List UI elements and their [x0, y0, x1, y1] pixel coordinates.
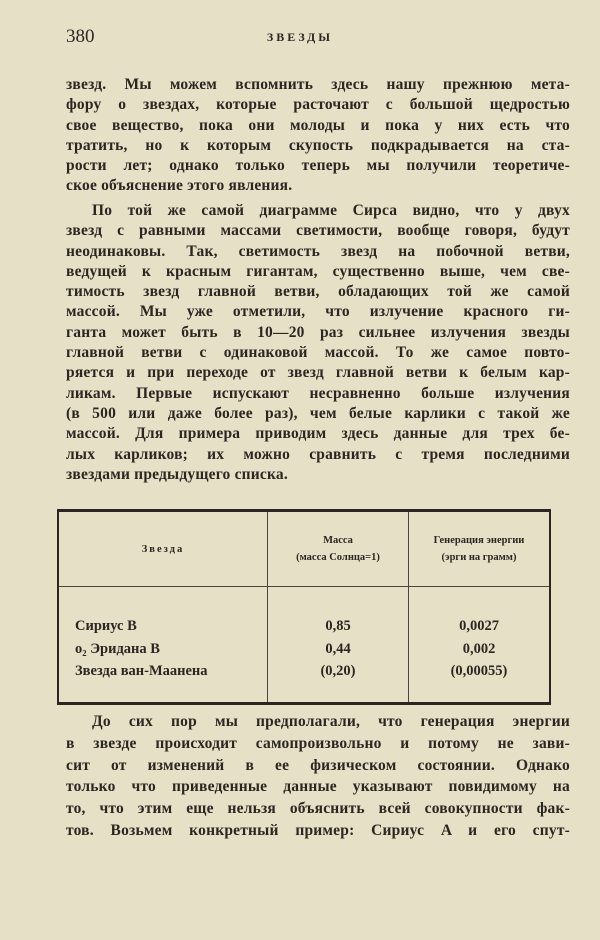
header-mass [268, 511, 409, 587]
table-cell-mass: (0,20) [320, 663, 356, 679]
text-line: то, что этим еще нельзя объяснить всей совокупности фак- [66, 800, 570, 818]
table-header-row [58, 511, 550, 587]
table-cell-energy: 0,0027 [459, 618, 499, 634]
text-line: фору о звездах, которые расточают с большой щедростью [66, 96, 570, 114]
text-line: (в 500 или даже более раз), чем белые карлики с такой же [66, 404, 570, 422]
table-cell-energy: (0,00055) [450, 663, 508, 679]
text-line: массой. Мы уже отметили, что излучение красного ги- [66, 303, 570, 321]
text-line: рости лет; однако только теперь мы получили теоретиче- [66, 157, 570, 175]
text-line: свое вещество, пока они молоды и пока у них есть что [66, 116, 570, 134]
header-energy-unit: (эрги на грамм) [441, 552, 517, 563]
text-line: ликам. Первые испускают несравненно больше излучения [66, 384, 570, 402]
header-mass-unit: (масса Солнца=1) [296, 552, 380, 563]
text-line: лых карликов; их можно сравнить с тремя последними [66, 445, 570, 463]
text-line: тов. Возьмем конкретный пример: Сириус A и его спут- [66, 821, 570, 839]
text-line: ское объяснение этого явления. [66, 177, 293, 195]
paragraph-1 [66, 75, 570, 197]
header-energy [409, 511, 551, 587]
table-cell-energy: 0,002 [462, 640, 496, 657]
table-cell-mass: 0,85 [325, 618, 351, 634]
text-line: До сих пор мы предполагали, что генерация энергии [92, 713, 570, 730]
text-line: тратить, но к которым скупость подкрадывается на ста- [66, 136, 570, 154]
text-line: По той же самой диаграмме Сирса видно, что у двух [92, 202, 570, 219]
white-dwarf-table [57, 509, 551, 705]
paragraph-2 [66, 201, 570, 485]
energy-column [409, 587, 551, 704]
header-star: Звезда [58, 511, 268, 587]
star-column [58, 587, 268, 704]
text-line: только что приведенные данные указывают повидимому на [66, 778, 570, 796]
table-cell-star: o₂ Эридана B [75, 640, 160, 657]
text-line: неодинаковы. Так, светимость звезд на побочной ветви, [66, 242, 570, 260]
table-cell-star: Звезда ван-Маанена [75, 663, 208, 679]
text-line: тимость звезд главной ветви, обладающих той же самой [66, 283, 570, 301]
text-line: главной ветви с одинаковой массой. То же самое повто- [66, 344, 570, 362]
header-mass-title: Масса [323, 535, 353, 546]
text-line: в звезде происходит самопроизвольно и потому не зави- [66, 734, 570, 752]
text-line: звездами предыдущего списка. [66, 465, 288, 483]
table-body [58, 587, 550, 704]
text-line: ряется и при переходе от звезд главной ветви к белым кар- [66, 364, 570, 382]
text-line: ганта может быть в 10—20 раз сильнее излучения звезды [66, 323, 570, 341]
paragraph-3 [66, 711, 570, 842]
header-energy-title: Генерация энергии [433, 535, 525, 546]
text-line: звезд. Мы можем вспомнить здесь нашу прежнюю мета- [66, 76, 570, 93]
mass-column [268, 587, 409, 704]
text-line: сит от изменений в ее физическом состоянии. Однако [66, 756, 570, 774]
running-title: ЗВЕЗДЫ [266, 30, 334, 44]
text-line: ведущей к красным гигантам, существенно выше, чем све- [66, 262, 570, 280]
page-number: 380 [66, 26, 95, 47]
table-cell-star: Сириус B [75, 618, 137, 634]
table-cell-mass: 0,44 [325, 640, 351, 657]
text-line: массой. Для примера приводим здесь данные для трех бе- [66, 425, 570, 443]
text-line: звезд с равными массами светимости, вообще говоря, будут [66, 222, 570, 240]
